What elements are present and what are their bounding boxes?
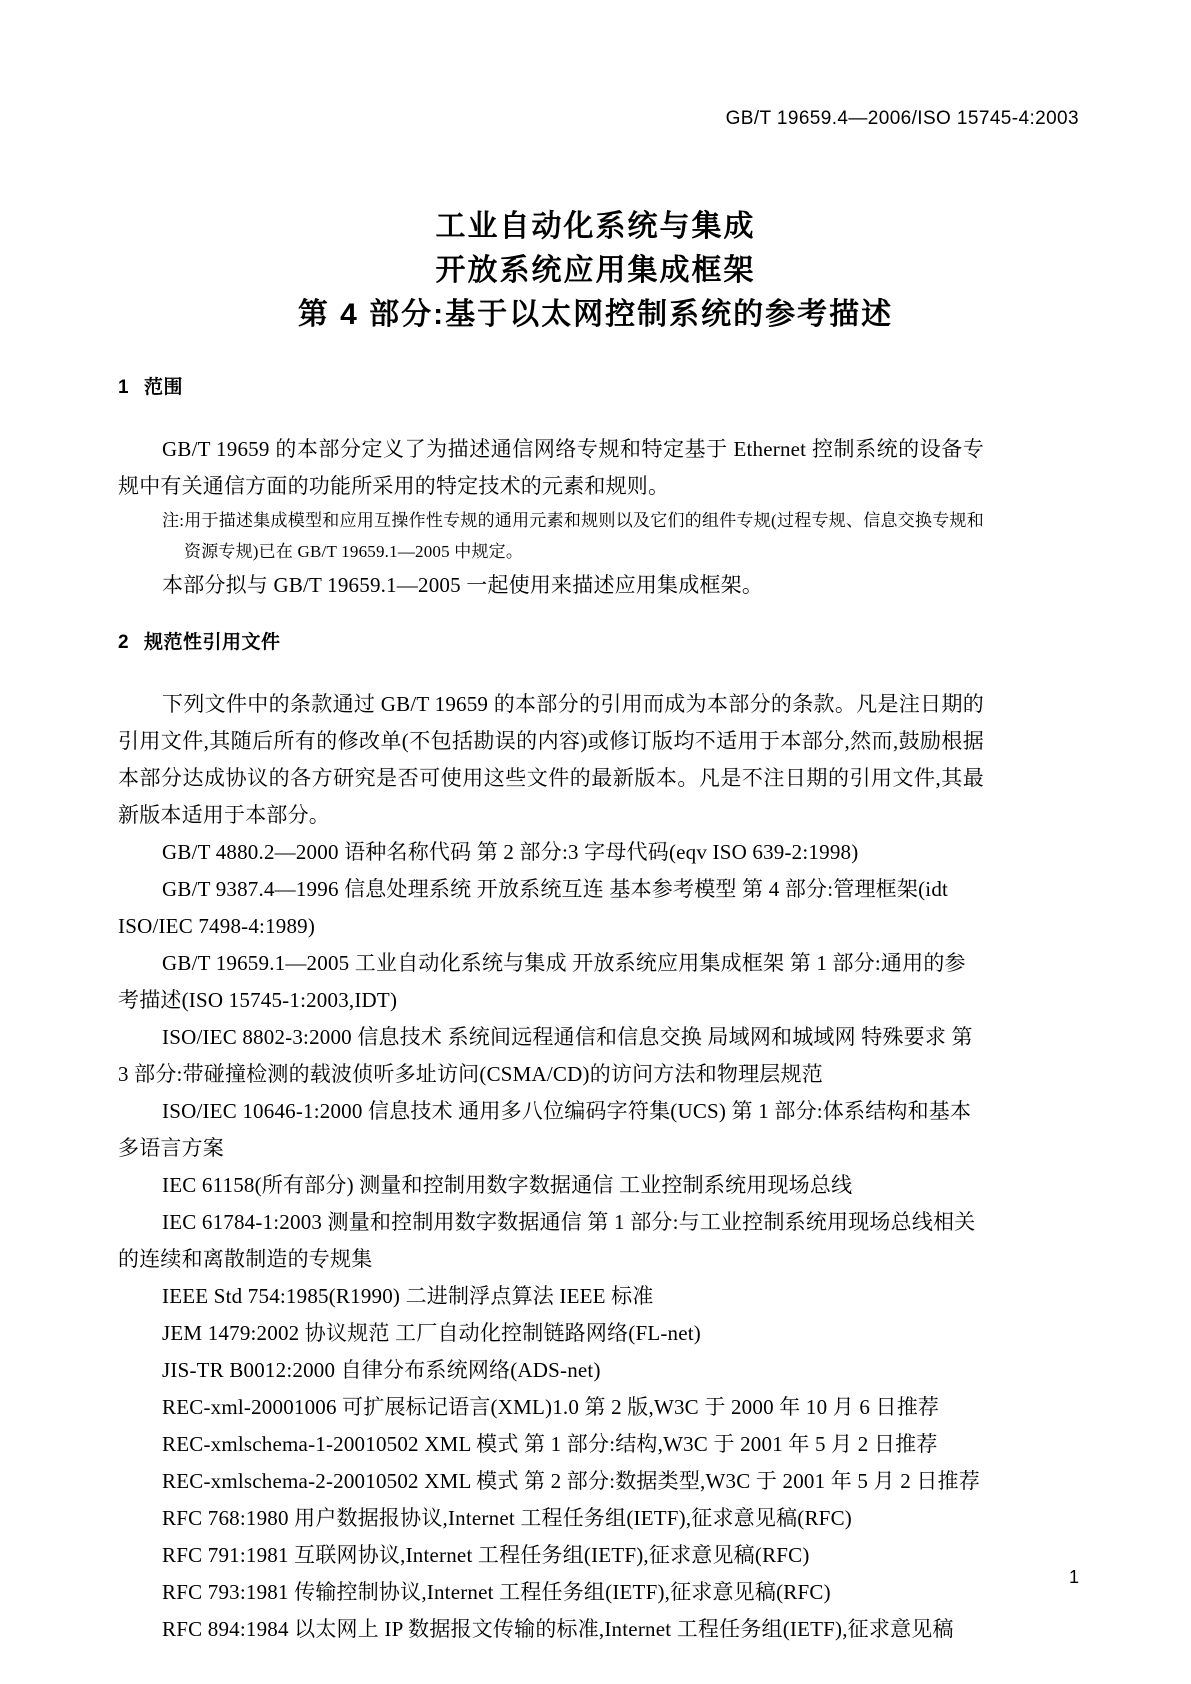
reference-item: RFC 793:1981 传输控制协议,Internet 工程任务组(IETF),征求意见稿(RFC) [162, 1580, 831, 1604]
page-number: 1 [1068, 1567, 1079, 1587]
section-heading-2 [118, 630, 984, 656]
normative-reference-list [118, 834, 984, 1648]
reference-item: IEEE Std 754:1985(R1990) 二进制浮点算法 IEEE 标准 [162, 1284, 654, 1308]
section-1-note: 注:用于描述集成模型和应用互操作性专规的通用元素和规则以及它们的组件专规(过程专规、信息交换专规和资源专规)已在 GB/T 19659.1—2005 中规定。 [162, 511, 984, 561]
reference-item: JEM 1479:2002 协议规范 工厂自动化控制链路网络(FL-net) [162, 1321, 701, 1345]
reference-item: GB/T 19659.1—2005 工业自动化系统与集成 开放系统应用集成框架 第 1 部分:通用的参考描述(ISO 15745-1:2003,IDT) [118, 951, 966, 1012]
document-body [118, 375, 984, 1648]
reference-item: ISO/IEC 8802-3:2000 信息技术 系统间远程通信和信息交换 局域网和城域网 特殊要求 第 3 部分:带碰撞检测的载波侦听多址访问(CSMA/CD)的访问方法和物理层规范 [118, 1025, 973, 1086]
reference-item: REC-xmlschema-1-20010502 XML 模式 第 1 部分:结构,W3C 于 2001 年 5 月 2 日推荐 [162, 1432, 938, 1456]
section-2-paragraph-1: 下列文件中的条款通过 GB/T 19659 的本部分的引用而成为本部分的条款。凡是注日期的引用文件,其随后所有的修改单(不包括勘误的内容)或修订版均不适用于本部分,然而,鼓励根据本部分达成协议的各方研究是否可使用这些文件的最新版本。凡是不注日期的引用文件,其最新版本适用于本部分。 [118, 692, 984, 827]
reference-item: ISO/IEC 10646-1:2000 信息技术 通用多八位编码字符集(UCS) 第 1 部分:体系结构和基本多语言方案 [118, 1099, 972, 1160]
reference-item: GB/T 9387.4—1996 信息处理系统 开放系统互连 基本参考模型 第 4 部分:管理框架(idt ISO/IEC 7498-4:1989) [118, 877, 949, 938]
reference-item: JIS-TR B0012:2000 自律分布系统网络(ADS-net) [162, 1358, 601, 1382]
reference-item: RFC 768:1980 用户数据报协议,Internet 工程任务组(IETF),征求意见稿(RFC) [162, 1506, 852, 1530]
section-title-2: 规范性引用文件 [144, 632, 281, 653]
reference-item: REC-xmlschema-2-20010502 XML 模式 第 2 部分:数据类型,W3C 于 2001 年 5 月 2 日推荐 [162, 1469, 980, 1493]
section-title-1: 范围 [144, 377, 184, 398]
reference-item: IEC 61784-1:2003 测量和控制用数字数据通信 第 1 部分:与工业控制系统用现场总线相关的连续和离散制造的专规集 [118, 1210, 976, 1271]
section-heading-1 [118, 375, 984, 401]
reference-item: RFC 791:1981 互联网协议,Internet 工程任务组(IETF),征求意见稿(RFC) [162, 1543, 810, 1567]
section-number-2: 2 [118, 632, 130, 653]
document-title-block [0, 205, 1191, 337]
document-title-line-2: 开放系统应用集成框架 [435, 254, 756, 287]
section-1-paragraph-2: 本部分拟与 GB/T 19659.1—2005 一起使用来描述应用集成框架。 [162, 573, 764, 597]
section-number-1: 1 [118, 377, 130, 398]
reference-item: IEC 61158(所有部分) 测量和控制用数字数据通信 工业控制系统用现场总线 [162, 1173, 853, 1197]
running-header-standard-id: GB/T 19659.4—2006/ISO 15745-4:2003 [725, 108, 1079, 129]
reference-item: RFC 894:1984 以太网上 IP 数据报文传输的标准,Internet 工程任务组(IETF),征求意见稿 [162, 1617, 954, 1641]
section-1-paragraph-1: GB/T 19659 的本部分定义了为描述通信网络专规和特定基于 Ethernet 控制系统的设备专规中有关通信方面的功能所采用的特定技术的元素和规则。 [118, 437, 984, 498]
document-title-line-3: 第 4 部分:基于以太网控制系统的参考描述 [297, 298, 894, 331]
document-title-line-1: 工业自动化系统与集成 [435, 210, 756, 243]
reference-item: GB/T 4880.2—2000 语种名称代码 第 2 部分:3 字母代码(eqv ISO 639-2:1998) [162, 840, 859, 864]
reference-item: REC-xml-20001006 可扩展标记语言(XML)1.0 第 2 版,W3C 于 2000 年 10 月 6 日推荐 [162, 1395, 940, 1419]
